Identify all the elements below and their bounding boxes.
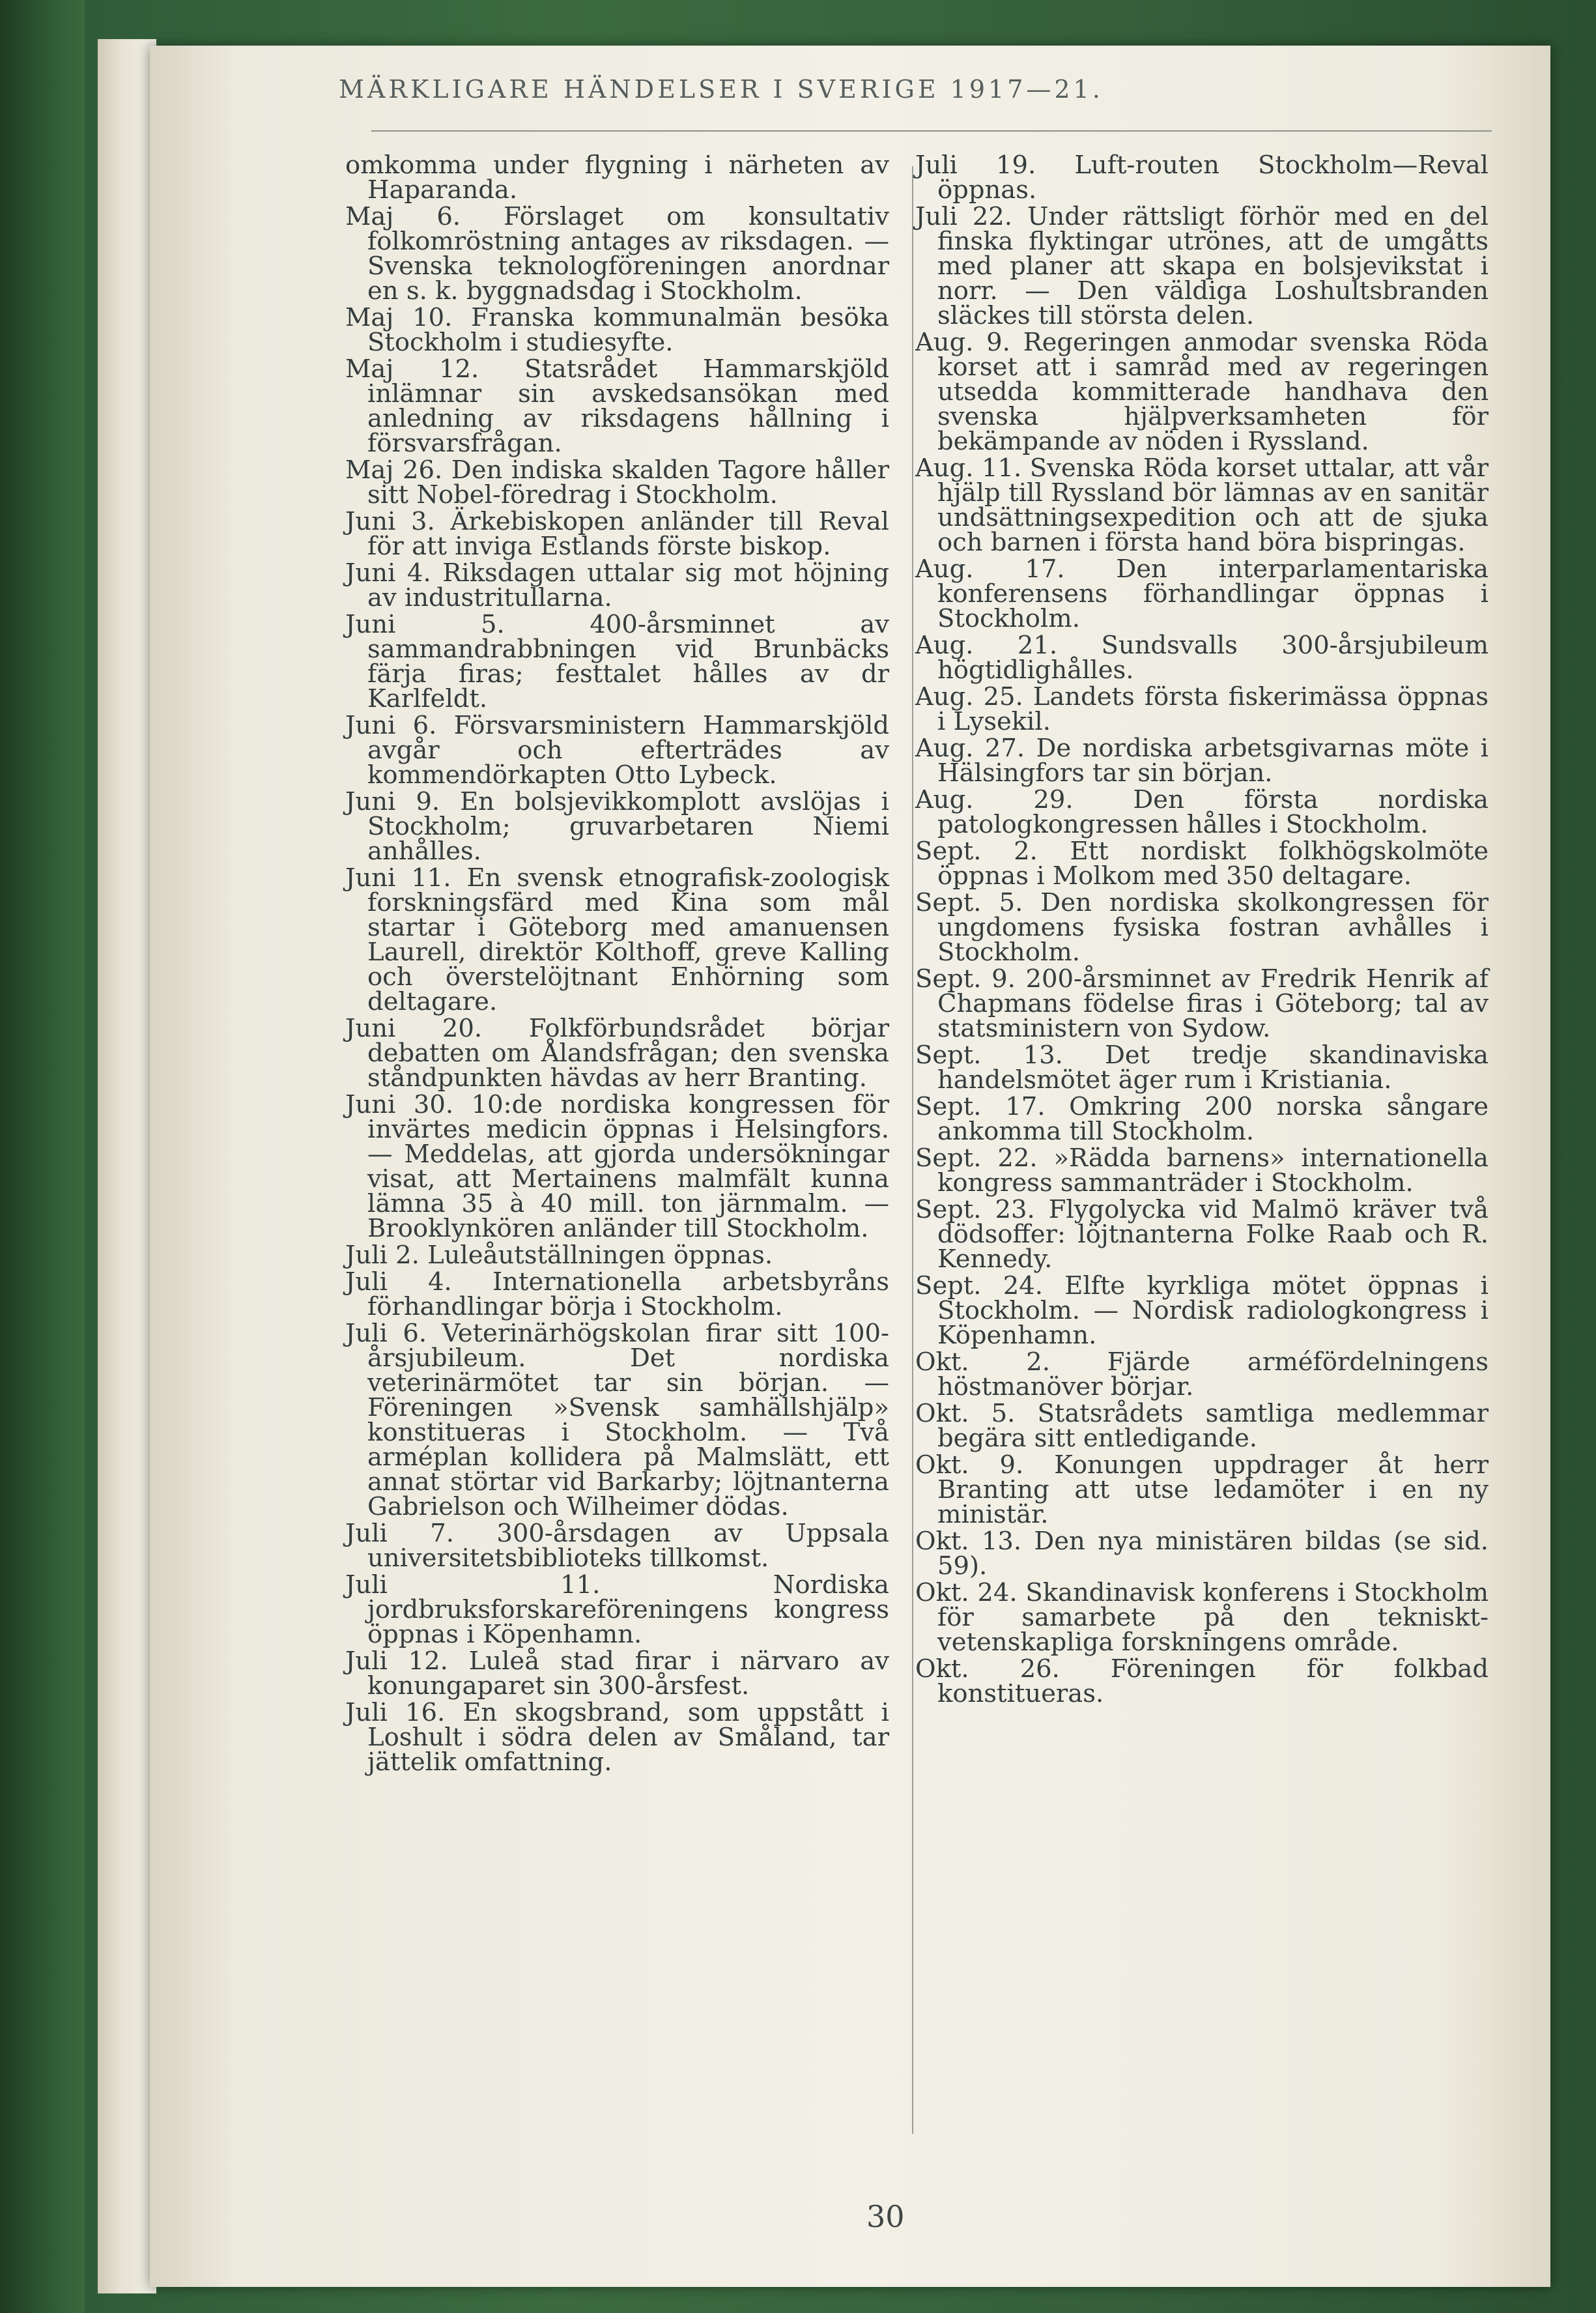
entry: Sept. 13. Det tredje skandinaviska handelsmötet äger rum i Kristiania.: [915, 1041, 1489, 1095]
entry: Okt. 26. Föreningen för folkbad konstitueras.: [915, 1654, 1489, 1708]
running-header: MÄRKLIGARE HÄNDELSER I SVERIGE 1917—21.: [339, 75, 1104, 104]
entry: Sept. 22. »Rädda barnens» internationella kongress sammanträder i Stockholm.: [915, 1143, 1489, 1198]
entry: Maj 12. Statsrådet Hammarskjöld inlämnar sin avskedsansökan med anledning av riksdagens hållning i försvarsfrågan.: [345, 354, 889, 458]
entry: Juni 6. Försvarsministern Hammarskjöld avgår och efterträdes av kommendörkapten Otto Lybeck.: [345, 711, 889, 790]
entry: Aug. 29. Den första nordiska patologkongressen hålles i Stockholm.: [915, 785, 1489, 839]
entry: Juni 11. En svensk etnografisk-zoologisk forskningsfärd med Kina som mål startar i Göteborg med amanuensen Laurell, direktör Kolthoff, greve Kalling och överstelöjtnant Enhörning som deltagare.: [345, 863, 889, 1016]
entry: Sept. 23. Flygolycka vid Malmö kräver två dödsoffer: löjtnanterna Folke Raab och R. Kennedy.: [915, 1195, 1489, 1274]
book-binding: [0, 0, 85, 2313]
column-divider: [912, 166, 913, 2134]
entry: Juli 12. Luleå stad firar i närvaro av konungaparet sin 300-årsfest.: [345, 1646, 889, 1701]
entry: Juli 7. 300-årsdagen av Uppsala universitetsbiblioteks tillkomst.: [345, 1519, 889, 1573]
entry: Sept. 2. Ett nordiskt folkhögskolmöte öppnas i Molkom med 350 deltagare.: [915, 837, 1489, 891]
entry: Aug. 21. Sundsvalls 300-årsjubileum högtidlighålles.: [915, 631, 1489, 685]
entry: Maj 10. Franska kommunalmän besöka Stockholm i studiesyfte.: [345, 303, 889, 357]
entry: Juni 30. 10:de nordiska kongressen för invärtes medicin öppnas i Helsingfors. — Meddelas, att gjorda undersökningar visat, att Mertainens malmfält kunna lämna 35 à 40 mill. ton järnmalm. — Brooklynkören anländer till Stockholm.: [345, 1090, 889, 1243]
entry: Sept. 17. Omkring 200 norska sångare ankomma till Stockholm.: [915, 1092, 1489, 1146]
entry: Aug. 17. Den interparlamentariska konferensens förhandlingar öppnas i Stockholm.: [915, 554, 1489, 633]
entry: Okt. 5. Statsrådets samtliga medlemmar begära sitt entledigande.: [915, 1399, 1489, 1453]
page-edge: [98, 39, 156, 2293]
entry: Juli 16. En skogsbrand, som uppstått i Loshult i södra delen av Småland, tar jättelik omfattning.: [345, 1698, 889, 1777]
entry: Juni 5. 400-årsminnet av sammandrabbningen vid Brunbäcks färja firas; festtalet hålles av dr Karlfeldt.: [345, 610, 889, 713]
entry: omkomma under flygning i närheten av Haparanda.: [345, 151, 889, 205]
entry: Juli 19. Luft-routen Stockholm—Reval öppnas.: [915, 151, 1489, 205]
entry: Aug. 11. Svenska Röda korset uttalar, att vår hjälp till Ryssland bör lämnas av en sanitär undsättningsexpedition och att de sjuka och barnen i första hand böra bispringas.: [915, 453, 1489, 557]
entry: Okt. 24. Skandinavisk konferens i Stockholm för samarbete på den tekniskt-vetenskapliga forskningens område.: [915, 1578, 1489, 1657]
entry: Sept. 24. Elfte kyrkliga mötet öppnas i Stockholm. — Nordisk radiologkongress i Köpenhamn.: [915, 1271, 1489, 1350]
entry: Juli 6. Veterinärhögskolan firar sitt 100-årsjubileum. Det nordiska veterinärmötet tar sin början. — Föreningen »Svensk samhällshjälp» konstitueras i Stockholm. — Två arméplan kollidera på Malmslätt, ett annat störtar vid Barkarby; löjtnanterna Gabrielson och Wilheimer dödas.: [345, 1319, 889, 1521]
entry: Sept. 5. Den nordiska skolkongressen för ungdomens fysiska fostran avhålles i Stockholm.: [915, 888, 1489, 967]
entry: Aug. 9. Regeringen anmodar svenska Röda korset att i samråd med av regeringen utsedda kommitterade handhava den svenska hjälpverksamheten för bekämpande av nöden i Ryssland.: [915, 328, 1489, 456]
page-number: 30: [866, 2199, 905, 2234]
entry: Sept. 9. 200-årsminnet av Fredrik Henrik af Chapmans födelse firas i Göteborg; tal av statsministern von Sydow.: [915, 964, 1489, 1043]
entry: Okt. 9. Konungen uppdrager åt herr Branting att utse ledamöter i en ny ministär.: [915, 1450, 1489, 1529]
entry: Juli 2. Luleåutställningen öppnas.: [345, 1241, 773, 1270]
entry: Juni 9. En bolsjevikkomplott avslöjas i Stockholm; gruvarbetaren Niemi anhålles.: [345, 787, 889, 866]
entry: Okt. 2. Fjärde arméfördelningens höstmanöver börjar.: [915, 1347, 1489, 1401]
entry: Okt. 13. Den nya ministären bildas (se sid. 59).: [915, 1527, 1489, 1581]
entry: Juli 22. Under rättsligt förhör med en del finska flyktingar utrönes, att de umgåtts med planer att skapa en bolsjevikstat i norr. — Den väldiga Loshultsbranden släckes till största delen.: [915, 202, 1489, 330]
header-rule: [371, 130, 1492, 132]
entry: Juni 4. Riksdagen uttalar sig mot höjning av industritullarna.: [345, 558, 889, 612]
entry: Juni 20. Folkförbundsrådet börjar debatten om Ålandsfrågan; den svenska ståndpunkten hävdas av herr Branting.: [345, 1014, 889, 1093]
entry: Maj 6. Förslaget om konsultativ folkomröstning antages av riksdagen. — Svenska teknologföreningen anordnar en s. k. byggnadsdag i Stockholm.: [345, 202, 889, 306]
entry: Maj 26. Den indiska skalden Tagore håller sitt Nobel-föredrag i Stockholm.: [345, 455, 889, 510]
right-column: [915, 153, 1489, 1708]
left-column: [345, 153, 889, 1777]
entry: Juni 3. Ärkebiskopen anländer till Reval för att inviga Estlands förste biskop.: [345, 507, 889, 561]
entry: Aug. 27. De nordiska arbetsgivarnas möte i Hälsingfors tar sin början.: [915, 734, 1489, 788]
entry: Juli 11. Nordiska jordbruksforskareföreningens kongress öppnas i Köpenhamn.: [345, 1570, 889, 1649]
entry: Aug. 25. Landets första fiskerimässa öppnas i Lysekil.: [915, 682, 1489, 736]
entry: Juli 4. Internationella arbetsbyråns förhandlingar börja i Stockholm.: [345, 1267, 889, 1321]
